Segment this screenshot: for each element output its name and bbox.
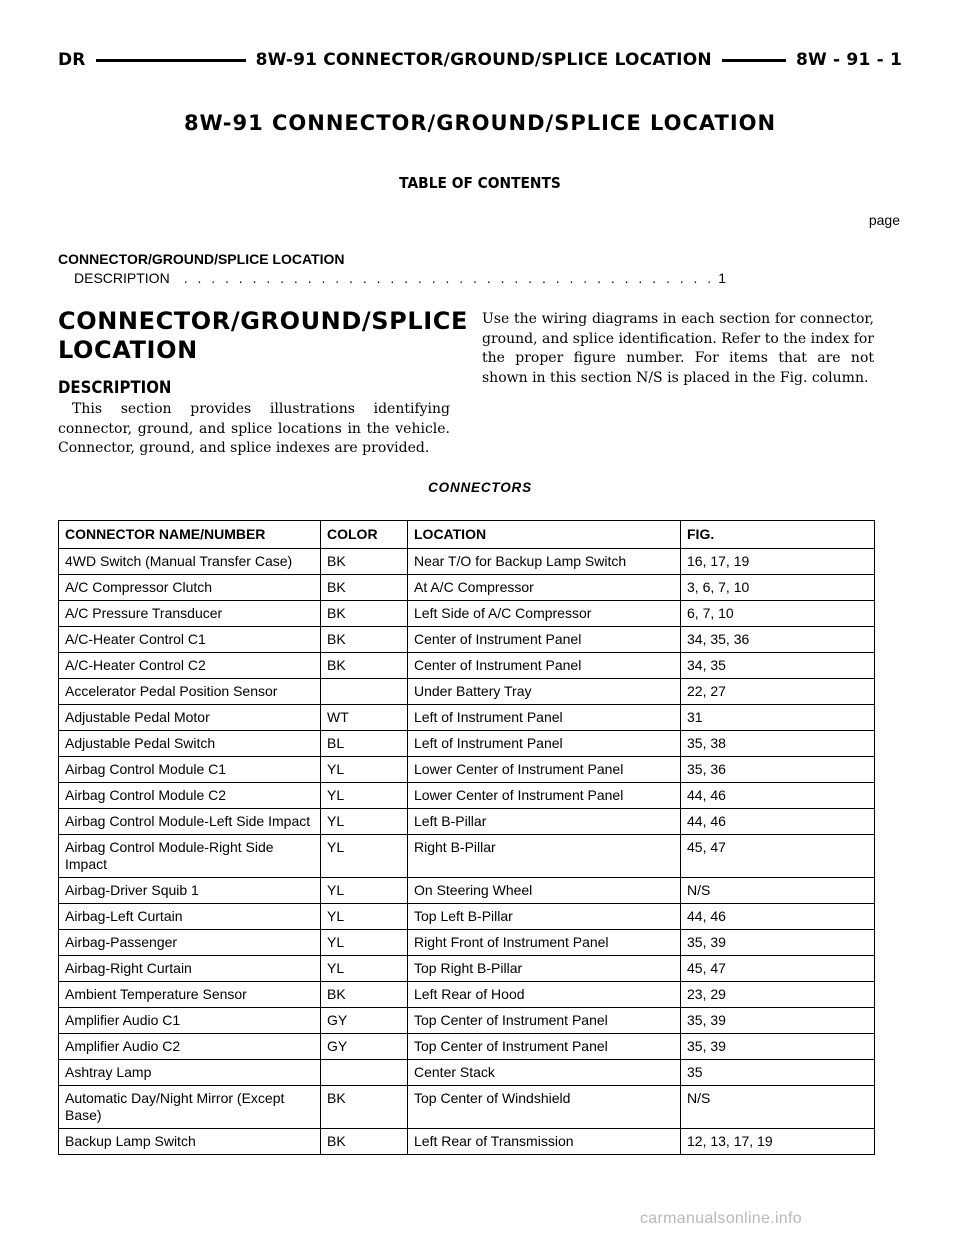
header-rule-left [96, 59, 246, 62]
table-row [59, 1086, 875, 1129]
cell-fig: 35, 36 [681, 757, 875, 783]
cell-location: Top Center of Instrument Panel [408, 1034, 681, 1060]
cell-location: Left Rear of Transmission [408, 1129, 681, 1155]
cell-name: Airbag Control Module C2 [59, 783, 321, 809]
cell-name: Amplifier Audio C1 [59, 1008, 321, 1034]
cell-location: Near T/O for Backup Lamp Switch [408, 549, 681, 575]
cell-name: 4WD Switch (Manual Transfer Case) [59, 549, 321, 575]
cell-color: BK [321, 653, 408, 679]
cell-fig: 44, 46 [681, 904, 875, 930]
cell-name: A/C Pressure Transducer [59, 601, 321, 627]
toc-leader-dots: . . . . . . . . . . . . . . . . . . . . . . . . . . . . . . . . . . . . . . . [183, 270, 715, 286]
cell-color: YL [321, 956, 408, 982]
cell-name: Amplifier Audio C2 [59, 1034, 321, 1060]
table-row [59, 783, 875, 809]
table-row [59, 956, 875, 982]
cell-location: Left B-Pillar [408, 809, 681, 835]
table-row [59, 679, 875, 705]
table-row [59, 601, 875, 627]
header-fig: FIG. [681, 521, 875, 549]
header-right: 8W - 91 - 1 [795, 50, 902, 70]
description-paragraph-1 [58, 400, 450, 459]
cell-location: Right B-Pillar [408, 835, 681, 878]
cell-color: BK [321, 549, 408, 575]
cell-name: Ashtray Lamp [59, 1060, 321, 1086]
cell-name: Adjustable Pedal Motor [59, 705, 321, 731]
cell-name: Airbag-Passenger [59, 930, 321, 956]
cell-name: A/C Compressor Clutch [59, 575, 321, 601]
table-row [59, 1129, 875, 1155]
cell-name: Airbag Control Module-Right Side Impact [59, 835, 321, 878]
table-row [59, 930, 875, 956]
cell-name: Airbag-Left Curtain [59, 904, 321, 930]
table-row [59, 904, 875, 930]
cell-location: Left of Instrument Panel [408, 705, 681, 731]
cell-color [321, 679, 408, 705]
cell-fig: 44, 46 [681, 809, 875, 835]
cell-fig: 34, 35 [681, 653, 875, 679]
section-title: CONNECTOR/GROUND/SPLICE LOCATION [58, 307, 468, 364]
cell-location: Left Side of A/C Compressor [408, 601, 681, 627]
cell-name: A/C-Heater Control C1 [59, 627, 321, 653]
header-location: LOCATION [408, 521, 681, 549]
cell-fig: 35 [681, 1060, 875, 1086]
cell-color: BK [321, 575, 408, 601]
document-title: 8W-91 CONNECTOR/GROUND/SPLICE LOCATION [183, 111, 777, 135]
cell-location: Top Right B-Pillar [408, 956, 681, 982]
cell-color: BL [321, 731, 408, 757]
cell-location: Top Center of Windshield [408, 1086, 681, 1129]
cell-color: YL [321, 835, 408, 878]
cell-name: Airbag Control Module C1 [59, 757, 321, 783]
cell-location: Left of Instrument Panel [408, 731, 681, 757]
table-row [59, 757, 875, 783]
cell-color: BK [321, 627, 408, 653]
cell-fig: 23, 29 [681, 982, 875, 1008]
cell-fig: 22, 27 [681, 679, 875, 705]
paragraph-1-text: This section provides illustrations identifying connector, ground, and splice locations in the vehicle. Connector, ground, and splice indexes are provided. [58, 401, 450, 456]
toc-section-title: CONNECTOR/GROUND/SPLICE LOCATION [58, 251, 345, 267]
cell-color: YL [321, 904, 408, 930]
table-row [59, 1060, 875, 1086]
cell-fig: N/S [681, 878, 875, 904]
cell-location: Center Stack [408, 1060, 681, 1086]
cell-color: WT [321, 705, 408, 731]
cell-location: Lower Center of Instrument Panel [408, 757, 681, 783]
cell-name: Adjustable Pedal Switch [59, 731, 321, 757]
header-center: 8W-91 CONNECTOR/GROUND/SPLICE LOCATION [255, 50, 712, 70]
cell-location: Center of Instrument Panel [408, 627, 681, 653]
cell-location: Right Front of Instrument Panel [408, 930, 681, 956]
cell-location: Top Left B-Pillar [408, 904, 681, 930]
cell-color: YL [321, 930, 408, 956]
cell-color: BK [321, 1086, 408, 1129]
table-row [59, 705, 875, 731]
toc-entry-description[interactable] [74, 270, 726, 286]
cell-location: Under Battery Tray [408, 679, 681, 705]
cell-color: YL [321, 783, 408, 809]
cell-fig: 45, 47 [681, 956, 875, 982]
table-row [59, 549, 875, 575]
table-header-row [59, 521, 875, 549]
table-row [59, 982, 875, 1008]
cell-name: Accelerator Pedal Position Sensor [59, 679, 321, 705]
cell-location: Lower Center of Instrument Panel [408, 783, 681, 809]
subsection-title: DESCRIPTION [58, 378, 172, 398]
watermark-text: carmanualsonline.info [640, 1210, 802, 1227]
cell-fig: 34, 35, 36 [681, 627, 875, 653]
cell-location: On Steering Wheel [408, 878, 681, 904]
cell-name: Ambient Temperature Sensor [59, 982, 321, 1008]
cell-name: A/C-Heater Control C2 [59, 653, 321, 679]
cell-fig: 45, 47 [681, 835, 875, 878]
cell-location: Top Center of Instrument Panel [408, 1008, 681, 1034]
cell-fig: 16, 17, 19 [681, 549, 875, 575]
cell-fig: 35, 39 [681, 930, 875, 956]
cell-location: At A/C Compressor [408, 575, 681, 601]
table-row [59, 1008, 875, 1034]
cell-name: Airbag-Right Curtain [59, 956, 321, 982]
cell-color: BK [321, 982, 408, 1008]
toc-entry-page: 1 [718, 270, 726, 286]
page-header [58, 48, 902, 72]
cell-color: BK [321, 601, 408, 627]
cell-fig: 35, 38 [681, 731, 875, 757]
table-row [59, 653, 875, 679]
cell-fig: 12, 13, 17, 19 [681, 1129, 875, 1155]
cell-fig: N/S [681, 1086, 875, 1129]
toc-page-label: page [868, 212, 900, 228]
table-row [59, 627, 875, 653]
toc-entry-label: DESCRIPTION [74, 270, 170, 286]
table-row [59, 575, 875, 601]
cell-fig: 44, 46 [681, 783, 875, 809]
header-rule-right [722, 59, 786, 62]
cell-color: GY [321, 1008, 408, 1034]
table-row [59, 731, 875, 757]
connectors-table [58, 520, 875, 1155]
header-left: DR [58, 50, 86, 70]
table-row [59, 835, 875, 878]
cell-color: YL [321, 809, 408, 835]
table-caption: CONNECTORS [428, 480, 532, 495]
header-color: COLOR [321, 521, 408, 549]
cell-color: YL [321, 757, 408, 783]
cell-fig: 35, 39 [681, 1008, 875, 1034]
cell-name: Automatic Day/Night Mirror (Except Base) [59, 1086, 321, 1129]
header-connector-name: CONNECTOR NAME/NUMBER [59, 521, 321, 549]
table-row [59, 878, 875, 904]
table-row [59, 1034, 875, 1060]
cell-name: Airbag Control Module-Left Side Impact [59, 809, 321, 835]
cell-name: Backup Lamp Switch [59, 1129, 321, 1155]
cell-color: GY [321, 1034, 408, 1060]
cell-color: YL [321, 878, 408, 904]
cell-location: Center of Instrument Panel [408, 653, 681, 679]
description-paragraph-2: Use the wiring diagrams in each section for connector, ground, and splice identification. Refer to the index for the proper figure number. For items that are not shown in this section N/S is placed in the Fig. column. [482, 311, 874, 386]
cell-location: Left Rear of Hood [408, 982, 681, 1008]
toc-heading: TABLE OF CONTENTS [399, 174, 561, 192]
cell-fig: 31 [681, 705, 875, 731]
cell-fig: 3, 6, 7, 10 [681, 575, 875, 601]
cell-fig: 35, 39 [681, 1034, 875, 1060]
cell-color [321, 1060, 408, 1086]
cell-name: Airbag-Driver Squib 1 [59, 878, 321, 904]
cell-fig: 6, 7, 10 [681, 601, 875, 627]
cell-color: BK [321, 1129, 408, 1155]
table-row [59, 809, 875, 835]
